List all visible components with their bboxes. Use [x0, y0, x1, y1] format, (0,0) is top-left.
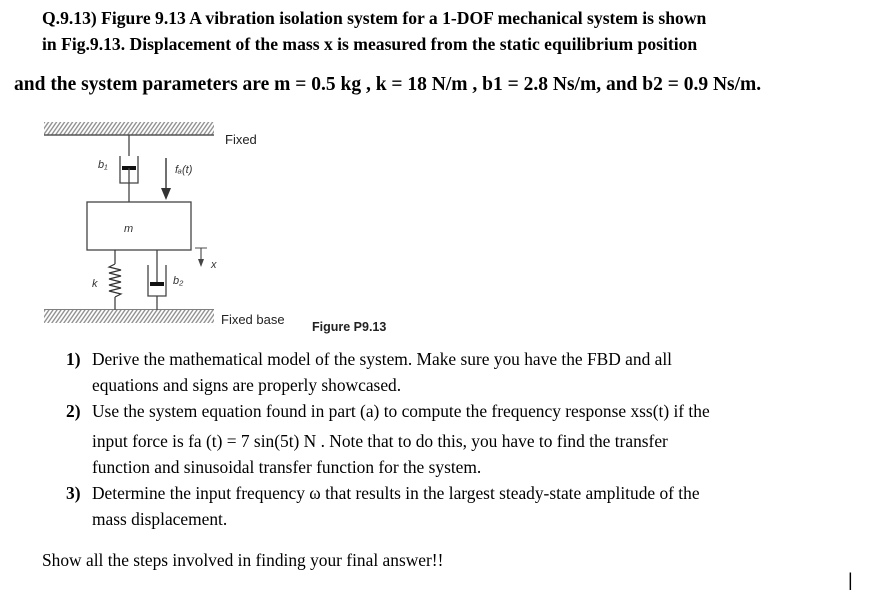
item-line: function and sinusoidal transfer function for the system.: [92, 457, 482, 477]
k-label: k: [92, 278, 98, 290]
fixed-base-hatch: [44, 310, 214, 323]
question-item-2: [40, 398, 820, 480]
item-line: Determine the input frequency ω that results in the largest steady-state amplitude of the: [92, 483, 700, 503]
mass-label: m: [124, 223, 134, 235]
item-line: Derive the mathematical model of the system. Make sure you have the FBD and all: [92, 349, 673, 369]
item-number: 3): [66, 483, 81, 503]
question-items: [40, 346, 820, 532]
system-parameters: and the system parameters are m = 0.5 kg , k = 18 N/m , b1 = 2.8 Ns/m, and b2 = 0.9 Ns/m.: [14, 74, 762, 95]
item-number: 2): [66, 401, 81, 421]
question-item-3: [40, 480, 820, 532]
question-title-line-1: Q.9.13) Figure 9.13 A vibration isolation system for a 1-DOF mechanical system is shown: [42, 8, 707, 28]
item-line: equations and signs are properly showcased.: [92, 375, 402, 395]
item-number: 1): [66, 349, 81, 369]
fixed-ground-hatch: [44, 122, 214, 135]
question-item-1: [40, 346, 820, 398]
fixed-base-label: Fixed base: [221, 312, 285, 327]
damper-b1: [120, 135, 138, 202]
final-instruction: Show all the steps involved in finding your final answer!!: [42, 550, 444, 570]
item-line: Use the system equation found in part (a) to compute the frequency response xss(t) if the: [92, 401, 710, 421]
text-cursor: |: [848, 570, 853, 590]
displacement-indicator: [195, 248, 207, 267]
fa-label: fₐ(t): [175, 164, 193, 176]
b1-label: b₁: [98, 159, 108, 171]
x-label: x: [211, 259, 217, 271]
question-title-line-2: in Fig.9.13. Displacement of the mass x is measured from the static equilibrium position: [42, 34, 698, 54]
item-line: mass displacement.: [92, 509, 228, 529]
figure-caption: Figure P9.13: [312, 320, 387, 334]
mass-block: [87, 202, 191, 250]
fixed-label: Fixed: [225, 132, 257, 147]
item-line: input force is fa (t) = 7 sin(5t) N . Note that to do this, you have to find the transfer: [92, 431, 668, 451]
b2-label: b₂: [173, 275, 184, 287]
force-arrow: [161, 158, 171, 200]
vibration-isolation-figure: [40, 110, 420, 345]
spring-k: [109, 250, 121, 310]
damper-b2: [148, 250, 166, 310]
